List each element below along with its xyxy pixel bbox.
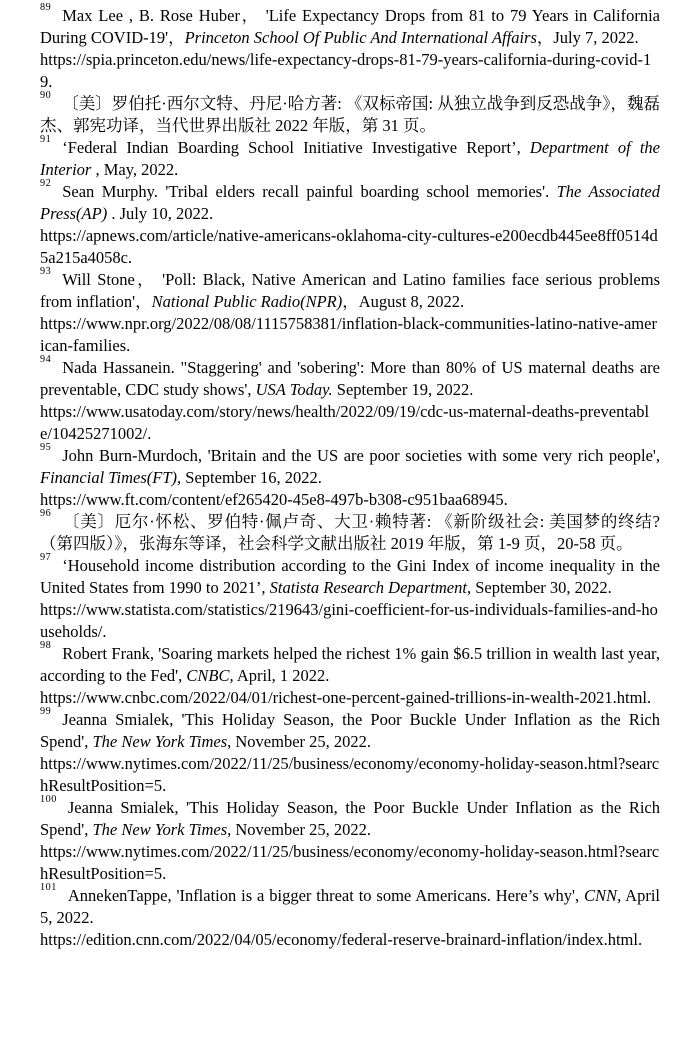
footnote-93 — [40, 265, 660, 357]
footnote-citation — [40, 441, 660, 489]
citation-text: November 25, 2022. — [231, 820, 372, 839]
footnote-number: 101 — [40, 881, 57, 893]
footnote-91 — [40, 133, 661, 181]
footnote-number: 89 — [40, 1, 52, 13]
footnote-95 — [40, 441, 660, 511]
citation-source: Princeton School Of Public And International Affairs — [184, 28, 537, 47]
footnote-number: 95 — [40, 441, 52, 453]
footnote-101 — [40, 881, 661, 951]
footnote-citation — [40, 133, 661, 181]
citation-text: , May, 2022. — [91, 160, 179, 179]
citation-source: National Public Radio(NPR) — [151, 292, 343, 311]
citation-source: CNBC, — [186, 666, 234, 685]
footnote-89 — [40, 1, 660, 93]
citation-text: , November 25, 2022. — [227, 732, 372, 751]
citation-text: Jeanna Smialek, 'This Holiday Season, the Poor Buckle Under Inflation as the Rich Spend', — [40, 798, 660, 839]
citation-text: ，August 8, 2022. — [342, 292, 465, 311]
footnote-99 — [40, 705, 660, 797]
footnote-url: https://www.usatoday.com/story/news/health/2022/09/19/cdc-us-maternal-deaths-preventable/10425271002/. — [40, 402, 650, 443]
citation-source: USA Today. — [255, 380, 333, 399]
citation-text: April, 1 2022. — [233, 666, 330, 685]
citation-source: The New York Times, — [92, 820, 232, 839]
citation-text: AnnekenTappe, 'Inflation is a bigger threat to some Americans. Here’s why', — [67, 886, 585, 905]
citation-text: Jeanna Smialek, 'This Holiday Season, the Poor Buckle Under Inflation as the Rich Spend', — [40, 710, 660, 751]
citation-text: ‘Federal Indian Boarding School Initiative Investigative Report’, — [62, 138, 530, 157]
footnote-number: 99 — [40, 705, 52, 717]
footnote-number: 91 — [40, 133, 52, 145]
footnote-number: 98 — [40, 639, 52, 651]
footnote-url: https://www.ft.com/content/ef265420-45e8-497b-b308-c951baa68945. — [40, 490, 508, 509]
citation-source: Statista Research Department — [269, 578, 467, 597]
footnote-url: https://apnews.com/article/native-americans-oklahoma-city-cultures-e200ecdb445ee8ff0514d5a215a4058c. — [40, 226, 658, 267]
citation-text: 〔美〕罗伯托·西尔文特、丹尼·哈方著: 《双标帝国: 从独立战争到反恐战争》，魏磊杰、郭宪功译，当代世界出版社 2022 年版，第 31 页。 — [40, 94, 660, 135]
footnote-number: 96 — [40, 507, 52, 519]
footnote-citation — [40, 639, 660, 687]
footnote-number: 93 — [40, 265, 52, 277]
citation-source: Department of the Interior — [40, 138, 661, 179]
citation-text: April 5, 2022. — [40, 886, 661, 927]
footnote-citation — [40, 705, 660, 753]
citation-source: CNN, — [584, 886, 622, 905]
footnote-number: 90 — [40, 89, 52, 101]
footnote-citation — [40, 177, 660, 225]
footnote-citation — [40, 89, 660, 137]
citation-text: , September 30, 2022. — [466, 578, 612, 597]
citation-text: Robert Frank, 'Soaring markets helped the richest 1% gain $6.5 trillion in wealth last year, according to the Fed', — [40, 644, 660, 685]
footnote-citation — [40, 793, 660, 841]
citation-text: Nada Hassanein. "Staggering' and 'sobering': More than 80% of US maternal deaths are preventable, CDC study shows', — [40, 358, 660, 399]
footnote-citation — [40, 551, 660, 599]
citation-text: . July 10, 2022. — [107, 204, 214, 223]
citation-text: Max Lee , B. Rose Huber， 'Life Expectancy Drops from 81 to 79 Years in California During COVID-19'， — [40, 6, 660, 47]
citation-text: John Burn-Murdoch, 'Britain and the US are poor societies with some very rich people', — [62, 446, 660, 465]
footnote-url: https://www.nytimes.com/2022/11/25/business/economy/economy-holiday-season.html?searchResultPosition=5. — [40, 754, 660, 795]
footnote-url: https://edition.cnn.com/2022/04/05/economy/federal-reserve-brainard-inflation/index.html. — [40, 930, 643, 949]
citation-text: 〔美〕厄尔·怀松、罗伯特·佩卢奇、大卫·赖特著: 《新阶级社会: 美国梦的终结? （第四版）》，张海东等译，社会科学文献出版社 2019 年版，第 1-9 页，20-58 页。 — [40, 512, 660, 553]
citation-text: September 16, 2022. — [181, 468, 322, 487]
footnote-92 — [40, 177, 660, 269]
footnote-citation — [40, 353, 660, 401]
footnote-number: 92 — [40, 177, 52, 189]
citation-source: The New York Times — [92, 732, 228, 751]
footnote-citation — [40, 881, 661, 929]
footnote-url: https://www.cnbc.com/2022/04/01/richest-one-percent-gained-trillions-in-wealth-2021.html. — [40, 688, 652, 707]
citation-source: Financial Times(FT), — [40, 468, 182, 487]
footnote-100 — [40, 793, 660, 885]
footnote-96 — [40, 507, 660, 555]
footnote-url: https://spia.princeton.edu/news/life-expectancy-drops-81-79-years-california-during-covid-19. — [40, 50, 652, 91]
footnote-url: https://www.npr.org/2022/08/08/1115758381/inflation-black-communities-latino-native-american-families. — [40, 314, 657, 355]
citation-text: September 19, 2022. — [332, 380, 474, 399]
footnote-number: 97 — [40, 551, 52, 563]
footnote-url: https://www.statista.com/statistics/219643/gini-coefficient-for-us-individuals-families-and-households/. — [40, 600, 658, 641]
footnote-number: 94 — [40, 353, 52, 365]
footnote-citation — [40, 1, 660, 49]
footnote-url: https://www.nytimes.com/2022/11/25/business/economy/economy-holiday-season.html?searchResultPosition=5. — [40, 842, 660, 883]
citation-source: The Associated Press(AP) — [40, 182, 660, 223]
citation-text: Sean Murphy. 'Tribal elders recall painful boarding school memories'. — [62, 182, 557, 201]
footnote-citation — [40, 265, 660, 313]
footnote-94 — [40, 353, 660, 445]
citation-text: ‘Household income distribution according to the Gini Index of income inequality in the United States from 1990 to 2021’, — [40, 556, 660, 597]
footnote-90 — [40, 89, 660, 137]
footnote-98 — [40, 639, 660, 709]
citation-text: ，July 7, 2022. — [536, 28, 639, 47]
footnote-97 — [40, 551, 660, 643]
footnote-citation — [40, 507, 660, 555]
footnote-number: 100 — [40, 793, 57, 805]
citation-text: Will Stone， 'Poll: Black, Native American and Latino families face serious problems from inflation'， — [40, 270, 660, 311]
